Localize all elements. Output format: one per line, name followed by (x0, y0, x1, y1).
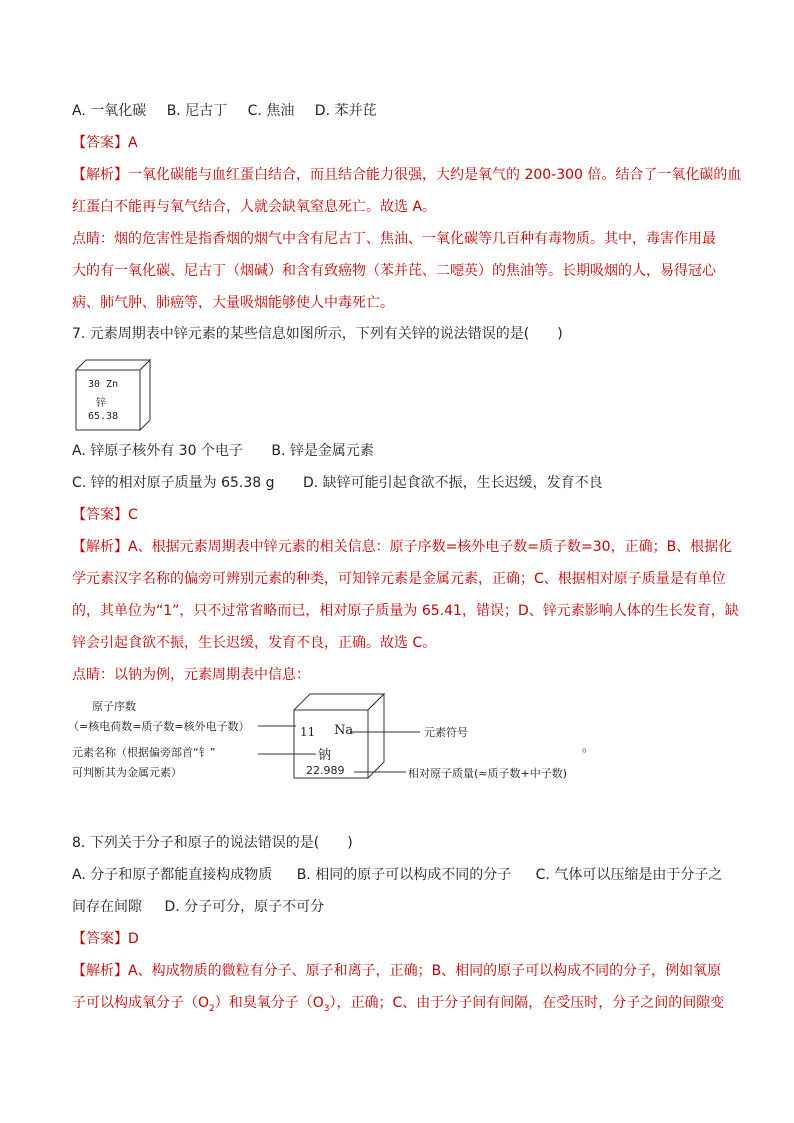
q8-stem: 8. 下列关于分子和原子的说法错误的是( ) (72, 835, 353, 851)
sodium-mass: 22.989 (306, 764, 345, 777)
q7-option-c: C. 锌的相对原子质量为 65.38 g (72, 475, 275, 491)
sodium-symbol: Na (334, 723, 354, 738)
analysis-text: A、构成物质的微粒有分子、原子和离子，正确；B、相同的原子可以构成不同的分子，例如氧原 (128, 963, 722, 979)
q7-analysis-line-1 (72, 538, 732, 556)
analysis-text: A、根据元素周期表中锌元素的相关信息：原子序数=核外电子数=质子数=30，正确；B、根据化 (128, 539, 733, 555)
analysis-text-a: 子可以构成氧分子（O (72, 995, 210, 1011)
label-atomic-mass: 相对原子质量(≈质子数+中子数) (408, 767, 568, 780)
analysis-text-c: ），正确；C、由于分子间有间隔，在受压时，分子之间的间隙变 (329, 995, 725, 1011)
q8-option-a: A. 分子和原子都能直接构成物质 (72, 867, 273, 883)
analysis-tag: 【解析】 (72, 167, 128, 183)
zinc-number-symbol: 30 Zn (88, 379, 119, 390)
label-atomic-number: 原子序数 (92, 700, 136, 713)
label-element-name: 元素名称（根据偏旁部首“钅” (72, 746, 216, 759)
q6-analysis-line-2: 红蛋白不能再与氧气结合，人就会缺氧窒息死亡。故选 A。 (72, 199, 437, 215)
q8-answer (72, 930, 139, 948)
zinc-name: 锌 (96, 398, 106, 409)
q6-note-line-2: 大的有一氧化碳、尼古丁（烟碱）和含有致癌物（苯并芘、二噁英）的焦油等。长期吸烟的人，易得冠心 (72, 263, 716, 279)
zinc-element-box (74, 358, 152, 430)
q7-option-b: B. 锌是金属元素 (271, 443, 374, 459)
zinc-mass: 65.38 (88, 411, 119, 422)
q8-options-row-1 (72, 866, 722, 884)
q8-analysis-line-1 (72, 962, 721, 980)
q8-options-row-2 (72, 898, 324, 916)
label-atomic-number-detail: （=核电荷数=质子数=核外电子数） (68, 720, 250, 733)
analysis-tag: 【解析】 (72, 539, 128, 555)
q6-option-d: D. 苯并芘 (314, 103, 377, 119)
answer-value: C (128, 507, 138, 523)
q7-analysis-line-3: 的，其单位为“1”，只不过常省略而已，相对原子质量为 65.41，错误；D、锌元素影响人体的生长发育，缺 (72, 603, 739, 619)
q7-note: 点睛：以钠为例，元素周期表中信息： (72, 667, 310, 683)
sodium-number: 11 (300, 725, 316, 739)
sodium-name: 钠 (318, 748, 332, 763)
answer-value: A (128, 135, 138, 151)
analysis-tag: 【解析】 (72, 963, 128, 979)
q7-option-a: A. 锌原子核外有 30 个电子 (72, 443, 243, 459)
q7-options-row-2 (72, 474, 603, 492)
answer-tag: 【答案】 (72, 931, 128, 947)
analysis-text-b: ）和臭氧分子（O (214, 995, 324, 1011)
trailing-mark: 。 (582, 740, 596, 755)
q7-answer (72, 506, 138, 524)
q6-option-a: A. 一氧化碳 (72, 103, 147, 119)
label-element-symbol: 元素符号 (424, 726, 468, 739)
subscript-2: 2 (209, 1003, 215, 1014)
analysis-text: 一氧化碳能与血红蛋白结合，而且结合能力很强，大约是氧气的 200-300 倍。结合了一氧化碳的血 (128, 167, 742, 183)
q8-option-c: C. 气体可以压缩是由于分子之 (535, 867, 723, 883)
answer-tag: 【答案】 (72, 135, 128, 151)
q7-analysis-line-2: 学元素汉字名称的偏旁可辨别元素的种类，可知锌元素是金属元素，正确；C、根据相对原子质量是有单位 (72, 571, 726, 587)
q6-analysis-line-1 (72, 166, 741, 184)
label-element-name-detail: 可判断其为金属元素） (72, 766, 182, 779)
q8-option-d: D. 分子可分，原子不可分 (164, 899, 325, 915)
sodium-element-diagram (68, 692, 632, 792)
q7-stem: 7. 元素周期表中锌元素的某些信息如图所示，下列有关锌的说法错误的是( ) (72, 326, 563, 342)
q8-analysis-line-2 (72, 994, 724, 1012)
q6-answer (72, 134, 138, 152)
q6-option-b: B. 尼古丁 (166, 103, 228, 119)
q6-options (72, 102, 376, 120)
q7-analysis-line-4: 锌会引起食欲不振，生长迟缓，发育不良，正确。故选 C。 (72, 635, 437, 651)
q6-option-c: C. 焦油 (247, 103, 295, 119)
q6-note-line-3: 病、肺气肿、肺癌等，大量吸烟能够使人中毒死亡。 (72, 295, 394, 311)
subscript-3: 3 (323, 1003, 330, 1014)
answer-value: D (128, 931, 139, 947)
q7-options-row-1 (72, 442, 374, 460)
q7-option-d: D. 缺锌可能引起食欲不振，生长迟缓，发育不良 (303, 475, 603, 491)
q8-option-c-continued: 间存在间隙 (72, 899, 142, 915)
answer-tag: 【答案】 (72, 507, 128, 523)
q6-note-line-1: 点睛：烟的危害性是指香烟的烟气中含有尼古丁、焦油、一氧化碳等几百种有毒物质。其中，毒害作用最 (72, 231, 716, 247)
q8-option-b: B. 相同的原子可以构成不同的分子 (296, 867, 512, 883)
